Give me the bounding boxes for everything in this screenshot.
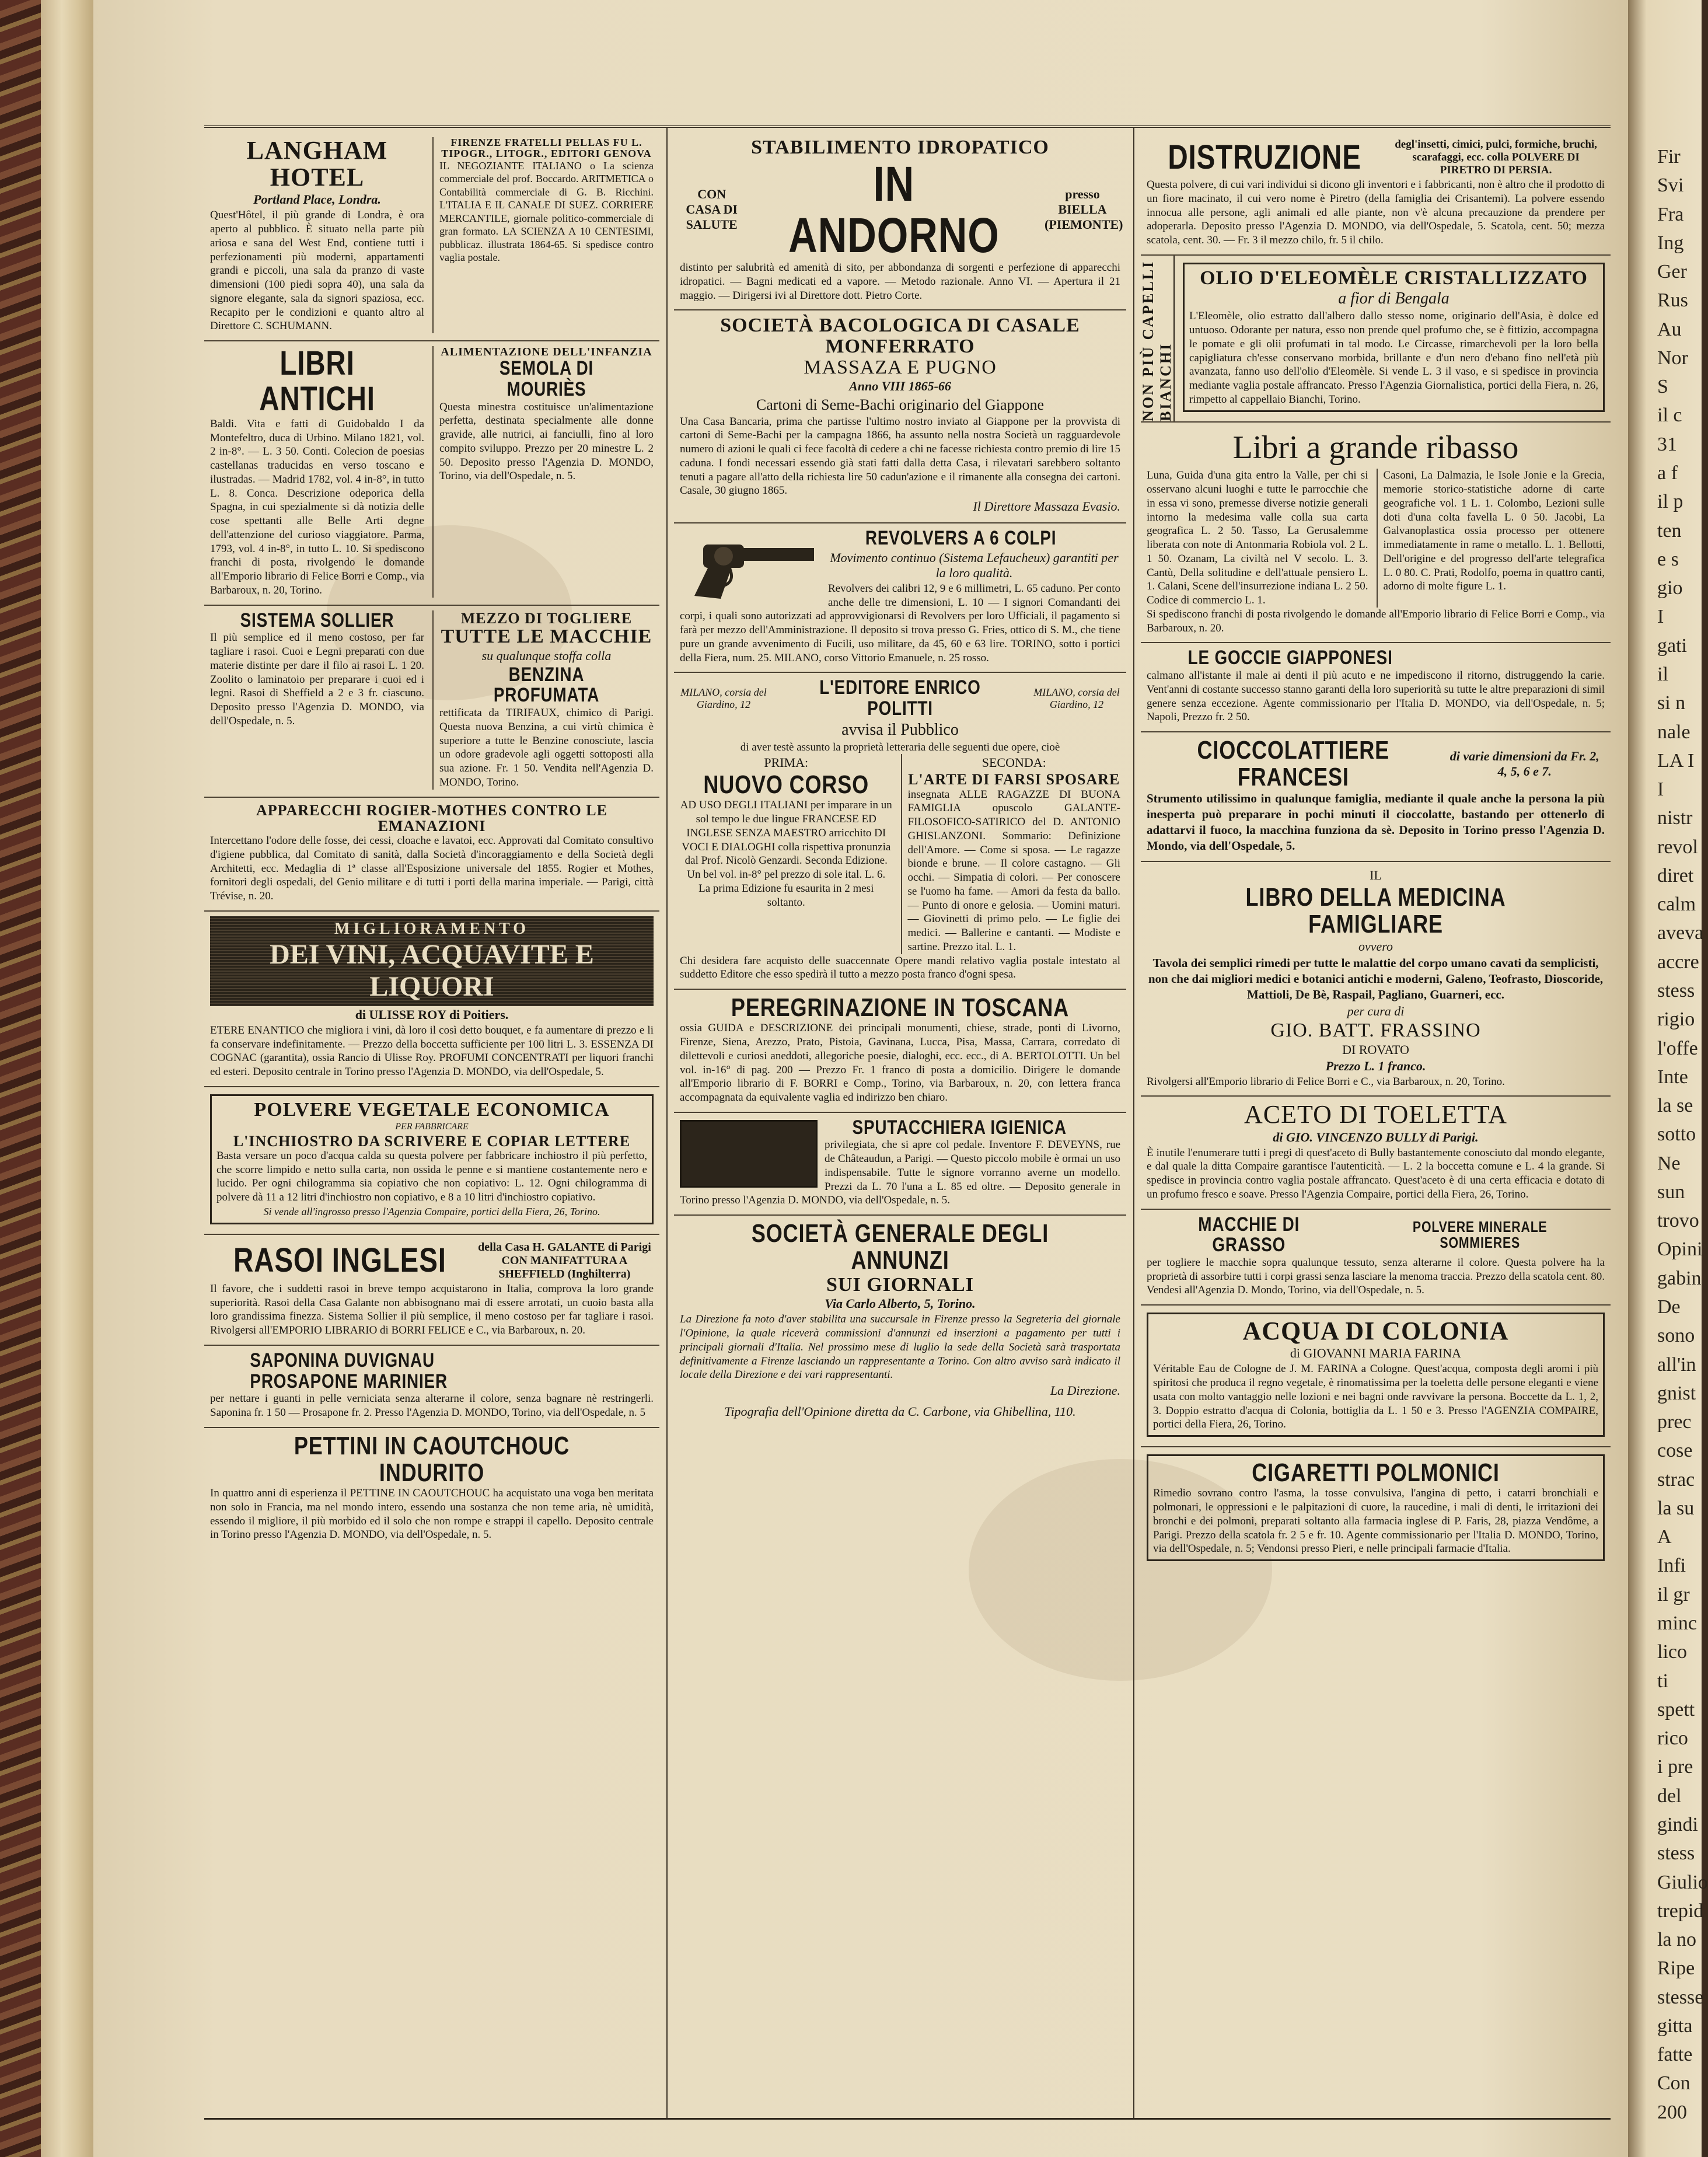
ad-title: POLVERE VEGETALE ECONOMICA [254, 1098, 610, 1121]
facing-page-fragment: Giulio [1657, 1872, 1708, 1893]
ad-libri-antichi [210, 346, 424, 598]
ad-title: SAPONINA DUVIGNAU [250, 1349, 435, 1371]
facing-page-fragment: Nor [1657, 347, 1688, 369]
ad-row-top [204, 132, 659, 341]
ad-subtitle: di varie dimensioni da Fr. 2, 4, 5, 6 e 7. [1449, 749, 1599, 779]
ad-body: Strumento utilissimo in qualunque famiglia, mediante il quale anche la persona la più inesperta può preparare in pochi minuti il cioccolatte, bastando per ottenerlo di adattarvi il fuoco, la macchina funziona da sè. Deposito in Torino presso l'Agenzia D. Mondo, via dell'Ospedale, 5. [1147, 791, 1605, 853]
facing-page-fragment: il c [1657, 404, 1682, 426]
ad-body: distinto per salubrità ed amenità di sito, per abbondanza di sorgenti e perfezione di apparecchi idropatici. — Bagni medicati ed a vapore. — Metodo razionale. Anno VI. — Apertura il 21 maggio. — Dirigersi ivi al Direttore dott. Pietro Corte. [680, 261, 1120, 302]
work-body: AD USO DEGLI ITALIANI per imparare in un sol tempo le due lingue FRANCESE ED INGLESE SENZA MAESTRO arricchito DI VOCI E DIALOGHI colla rispettiva pronunzia dal Prof. Nicolò Genzardi. Seconda Edizione. Un bel vol. in-8° pel prezzo di sole ital. L. 6. La prima Edizione fu esaurita in 2 mesi soltanto. [680, 799, 892, 909]
ad-subtitle: POLVERE MINERALE SOMMIERES [1413, 1217, 1548, 1252]
ad-macchie-grasso [1141, 1210, 1611, 1306]
column-right [1141, 132, 1611, 2113]
ad-title: LIBRO DELLA MEDICINA FAMIGLIARE [1245, 882, 1506, 939]
facing-page-fragment: rigio [1657, 1008, 1695, 1030]
facing-page-fragment: Con [1657, 2072, 1690, 2094]
facing-page-fragment: del [1657, 1785, 1682, 1807]
ad-heading: Cartoni di Seme-Bachi originario del Giappone [756, 396, 1045, 414]
ad-body: ossia GUIDA e DESCRIZIONE dei principali monumenti, chiese, strade, ponti di Livorno, Firenze, Siena, Arezzo, Prato, Pistoia, Gavinana, Lucca, Pisa, Massa, Carrara, corredato di dilettevoli e curiosi aneddoti, allegoriche poesie, dialoghi, ecc. ecc., di A. BERTOLOTTI. Un bel vol. in-16° di pag. 200 — Prezzo Fr. 1 franco di posta a domicilio. Dirigere le domande all'Emporio librario di F. BORRI e Comp., Torino, via Barbaroux, n. 20, con lettera franca accompagnata da equivalente vaglia ed indirizzo ben chiaro. [680, 1022, 1120, 1104]
column-left [204, 132, 659, 2113]
ad-subtitle: SEMOLA DI MOURIÈS [499, 357, 594, 400]
facing-page-fragment: si n [1657, 692, 1686, 714]
ad-olio-eleomele [1141, 256, 1611, 423]
ad-subtitle: Movimento continuo (Sistema Lefaucheux) garantiti per la loro qualità. [830, 550, 1119, 580]
ad-body: calmano all'istante il male ai denti il più acuto e ne impediscono il ritorno, distruggendo la carie. Vent'anni di costante successo stanno garanti della loro superiorità su tutte le altre preparazioni di simil genere senza eccezione. Agente commissionario per l'Italia D. MONDO, via dell'Ospedale, n. 5; Napoli, Prezzo fr. 2 50. [1147, 669, 1605, 724]
facing-page-fragment: stess [1657, 980, 1695, 1001]
ad-pellas-editors [432, 137, 654, 333]
ad-right-label: presso BIELLA (PIEMONTE) [1045, 186, 1123, 232]
ad-title: SPUTACCHIERA IGIENICA [852, 1116, 1067, 1139]
ad-author: GIO. BATT. FRASSINO [1270, 1019, 1481, 1041]
ad-two-works [680, 754, 1120, 954]
facing-page-fragment: l'offe [1657, 1038, 1698, 1059]
ad-price: Prezzo L. 1 franco. [1325, 1058, 1426, 1073]
ad-header [1147, 137, 1605, 178]
ad-cura: per cura di [1347, 1003, 1405, 1018]
ad-title: APPARECCHI ROGIER-MOTHES CONTRO LE EMANAZIONI [256, 801, 607, 835]
ad-acqua-colonia [1141, 1306, 1611, 1447]
ad-kicker: STABILIMENTO IDROPATICO [751, 137, 1049, 158]
facing-page-fragment: A [1657, 1526, 1672, 1548]
ad-product-name: BENZINA PROFUMATA [493, 663, 600, 707]
work-nuovo-corso [680, 754, 893, 954]
facing-page-fragment: la no [1657, 1929, 1697, 1950]
facing-page-fragment: il gr [1657, 1584, 1690, 1605]
ad-revolvers [674, 523, 1126, 673]
facing-page [1628, 0, 1708, 2157]
column-rule [1133, 128, 1134, 2118]
ad-subtitle: MASSAZA E PUGNO [804, 356, 997, 378]
facing-page-fragment: ti [1657, 1670, 1668, 1692]
ad-box [1147, 1313, 1605, 1437]
ad-kicker: IL [1370, 867, 1382, 882]
ad-body: Véritable Eau de Cologne de J. M. FARINA a Cologne. Quest'acqua, composta degli aromi i più spiritosi che produca il regno vegetale, è rinomatissima per la toeletta delle persone eleganti e viene usata con molto vantaggio nelle lozioni e nei bagni onde ravvivare la persona. Boccette da L. 1, 2, 3. Doppio estratto d'acqua di Colonia, bottiglia da L. 1 50 e 3. Presso l'AGENZIA COMPAIRE, portici della Fiera, 26, Torino. [1153, 1363, 1598, 1431]
ad-body: per togliere le macchie sopra qualunque tessuto, senza alterarne il colore. Questa polvere ha la proprietà di assorbire tutti i corpi grassi senza lasciare la menoma traccia. Prezzo della scatola cent. 80. Vendesi all'Agenzia D. Mondo, Torino, via dell'Ospedale, n. 5. [1147, 1256, 1605, 1297]
book-list-left: Luna, Guida d'una gita entro la Valle, per chi si osservano alcuni luoghi e tutte le parrocchie che in essa vi sono, premesse diverse notizie generali intorno la medesima valle colla sua carta geografica L. 2 50. Tasso, La Gerusalemme liberata con note di Antonmaria Robiola vol. 2 L. 1 50. Ozanam, La civiltà nel V secolo. L. 3. Cantù, Della solitudine e dell'attuale pensiero L. 1. Calani, Scene dell'insurrezione indiana L. 2 50. Codice di commercio L. 1. [1147, 469, 1368, 607]
facing-page-fragment: 31 [1657, 434, 1677, 455]
facing-page-fragment: il [1657, 664, 1668, 685]
ad-goccie-giapponesi [1141, 643, 1611, 732]
facing-page-fragment: gabin [1657, 1268, 1702, 1289]
ad-subtitle: Portland Place, Londra. [253, 192, 381, 207]
ad-body: In quattro anni di esperienza il PETTINE IN CAOUTCHOUC ha acquistato una voga ben meritata non solo in Francia, ma nel mondo intero, essendo una sostanza che non teme aria, nè umidità, essendo il migliore, il più morbido ed il solo che non rompe e strappi il capello. Deposito centrale in Torino presso l'Agenzia D. MONDO, via dell'Ospedale, n. 5. [210, 1487, 654, 1541]
ad-title: TUTTE LE MACCHIE [441, 625, 652, 647]
facing-page-fragment: spett [1657, 1699, 1695, 1720]
facing-page-fragment: gati [1657, 635, 1687, 657]
facing-page-fragment: I [1657, 606, 1664, 627]
ad-header [680, 156, 1123, 263]
facing-page-fragment: 200 [1657, 2102, 1687, 2123]
ad-title: REVOLVERS A 6 COLPI [865, 527, 1057, 550]
ad-body: IL NEGOZIANTE ITALIANO o La scienza commerciale del prof. Boccardo. ARITMETICA o Contabilità commerciale di G. B. Ricchini. L'ITALIA E IL CANALE DI SUEZ. CORRIERE MERCANTILE, giornale politico-commerciale di gran formato. LA SCIENZA A 10 CENTESIMI, pubblicaz. illustrata 1864-65. Si spedisce contro vaglia postale. [439, 159, 654, 264]
ad-body: Il favore, che i suddetti rasoi in breve tempo acquistarono in Italia, comprova la loro grande superiorità. Rasoi della Casa Galante non abbisognano mai di essere arrotati, un cuoio basta alla loro grandissima finezza. Sistema Sollier il più semplice, il meno costoso per far tagliare i rasoi. Rivolgersi all'EMPORIO LIBRARIO di BORRI FELICE e C., via Barbaroux, n. 20. [210, 1282, 654, 1337]
ad-title-2: PROSAPONE MARINIER [250, 1370, 448, 1392]
facing-page-fragment: Ripe [1657, 1957, 1695, 1979]
ad-byline: di GIOVANNI MARIA FARINA [1290, 1346, 1462, 1361]
ad-kicker: MEZZO DI TOGLIERE [460, 609, 633, 627]
ad-body: Intercettano l'odore delle fosse, dei cessi, cloache e lavatoi, ecc. Approvati dal Comitato consultivo d'igiene pubblica, dal Comitato di sanità, dalla Società d'incoraggiamento e della Società degli Architetti, ecc. Medaglia di 1ª classe all'Esposizione universale del 1855. Rogier et Mothes, fornitori degli ospedali, del Genio militare e di tutti i porti della marina imperiale. — Parigi, città Trévise, n. 20. [210, 835, 654, 903]
ad-footer: Si vende all'ingrosso presso l'Agenzia Compaire, portici della Fiera, 26, Torino. [263, 1205, 600, 1217]
facing-page-fragment: De [1657, 1296, 1681, 1318]
ad-title: DEI VINI, ACQUAVITE E LIQUORI [270, 938, 594, 1002]
ad-rogier-mothes [204, 798, 659, 912]
facing-page-fragment: all'in [1657, 1354, 1696, 1376]
ad-title: PETTINI IN CAOUTCHOUC INDURITO [294, 1431, 570, 1487]
facing-page-fragment: Ne [1657, 1153, 1681, 1174]
ad-title: MACCHIE DI GRASSO [1198, 1213, 1300, 1256]
facing-page-fragment: trepid [1657, 1900, 1704, 1922]
ad-title: OLIO D'ELEOMÈLE CRISTALLIZZATO [1200, 267, 1588, 289]
ad-title: ACETO DI TOELETTA [1244, 1100, 1507, 1129]
ad-subtitle: degl'insetti, cimici, pulci, formiche, bruchi, scarafaggi, ecc. colla POLVERE DI PIRETRO DI PERSIA. [1395, 138, 1597, 176]
facing-page-fragment: Fra [1657, 204, 1684, 225]
ad-header [1147, 1214, 1605, 1256]
ad-subtitle: L'INCHIOSTRO DA SCRIVERE E COPIAR LETTERE [233, 1132, 631, 1150]
facing-page-fragment: revol [1657, 836, 1698, 858]
facing-page-fragment: Rus [1657, 289, 1688, 311]
facing-page-fragment: Au [1657, 319, 1682, 340]
ad-header [210, 1240, 654, 1282]
ad-medicina-famigliare [1141, 862, 1611, 1097]
book-binding [0, 0, 41, 2157]
facing-page-fragment: Svi [1657, 174, 1684, 196]
ad-box [210, 1094, 654, 1224]
ad-societa-bacologica [674, 310, 1126, 523]
ad-kicker: PER FABBRICARE [395, 1121, 469, 1132]
ad-side-text: NON PIÙ CAPELLI BIANCHI [1140, 260, 1174, 421]
advertisement-sheet [204, 125, 1611, 2120]
ad-kicker: MIGLIORAMENTO [334, 919, 530, 938]
ad-title: SOCIETÀ BACOLOGICA DI CASALE MONFERRATO [720, 315, 1080, 357]
ad-body: Baldi. Vita e fatti di Guidobaldo I da Montefeltro, duca di Urbino. Milano 1821, vol. 2 in-8°. — L. 3 50. Conti. Colecion de poesias castellanas traducidas en verso toscano e ilustradas. — Madrid 1782, vol. 4 in-8°, in tutto L. 8. Conca. Descrizione odeporica della Spagna, in cui spezialmente si dà notizia delle cose spettanti alle Belle Arti degne dell'attenzione del curioso viaggiatore. Parma, 1793, vol. 4 in-8°, in tutto L. 10. Si spediscono franchi di posta, rivolgendo le domande all'Emporio librario di Felice Borri e Comp., via Barbaroux, n. 20, Torino. [210, 417, 424, 596]
ad-libri-ribasso [1141, 423, 1611, 644]
ad-title: FIRENZE FRATELLI PELLAS FU L. TIPOGR., LITOGR., EDITORI GENOVA [441, 137, 652, 159]
facing-page-fragment: LA I [1657, 750, 1695, 772]
ad-title: IN ANDORNO [788, 156, 1000, 263]
ad-title: SISTEMA SOLLIER [240, 609, 394, 631]
ad-address: Via Carlo Alberto, 5, Torino. [825, 1296, 976, 1311]
ad-body: Questa minestra costituisce un'alimentazione perfetta, destinata specialmente alle donne gravide, alle nutrici, ai fanciulli, fino al loro compito sviluppo. Prezzo per 20 minestre L. 2 50. Deposito presso l'Agenzia D. MONDO, Torino, via dell'Ospedale, n. 5. [439, 400, 654, 483]
ad-body: Questa polvere, di cui vari individui si dicono gli inventori e i fabbricanti, non è altro che il prodotto di un fiore macinato, il cui vero nome è Piretro (della famiglia dei Crisantemi). La polvere essendo innocua alle persone, agli animali ed alle piante, non v'è alcuna precauzione da prendere per adoperarla. Deposito presso l'Agenzia D. MONDO, via dell'Ospedale, 5. Scatola, cent. 50; mezza scatola, cent. 30. — Fr. 3 il mezzo chilo, fr. 5 il chilo. [1147, 179, 1605, 246]
ad-sistema-sollier [210, 610, 424, 790]
facing-page-fragment: la su [1657, 1498, 1695, 1519]
facing-page-fragment: gio [1657, 577, 1683, 599]
ad-aceto-toeletta [1141, 1097, 1611, 1209]
facing-page-fragment: stesse [1657, 1987, 1704, 2008]
ad-body: L'Eleomèle, olio estratto dall'albero dallo stesso nome, originario dell'Asia, è dolce ed untuoso. Odorante per natura, esso non prende quel profumo che, se è fittizio, accompagna le pomate e gli olii profumati in tal modo. Le Circasse, rimarchevoli per la loro bella capigliatura ch'esse conservano morbida, brillante e d'un nero d'ebano fino nell'età più avanzata, fanno uso dell'olio d'Eleomèle. Si vende L. 3 il vaso, e si spedisce in provincia mediante vaglia postale affrancato. Presso l'Agenzia Giornalistica, portici della Fiera, n. 26, rimpetto al cappellaio Bianchi, Torino. [1189, 310, 1598, 406]
page-edges [41, 0, 95, 2157]
facing-page-fragment: nistr [1657, 807, 1693, 829]
ad-body: Tavola dei semplici rimedi per tutte le malattie del corpo umano cavati da semplicisti, non che dai migliori medici e botanici antichi e moderni, Galeno, Teofrasto, Dioscoride, Mattioli, De Bè, Raspail, Pagliano, Guarneri, ecc. [1148, 956, 1604, 1002]
ad-subtitle: su qualunque stoffa colla [481, 648, 612, 663]
facing-page-fragment: rico [1657, 1727, 1688, 1749]
facing-page-fragment: diret [1657, 865, 1694, 886]
ad-footer: Si spediscono franchi di posta rivolgendo le domande all'Emporio librario di Felice Borri e Comp., via Barbaroux, n. 20. [1147, 608, 1605, 634]
ad-footer: Chi desidera fare acquisto delle suaccennate Opere mandi relativo vaglia postale intestato al suddetto Editore che esso spedirà il tutto a mezzo posta franco d'ogni spesa. [680, 954, 1120, 981]
ad-body: per nettare i guanti in pelle verniciata senza alterarne il colore, senza bagnare nè restringerli. Saponina fr. 1 50 — Prosapone fr. 2. Presso l'Agenzia D. MONDO, Torino, via dell'Ospedale, n. 5 [210, 1392, 654, 1419]
facing-page-fragment: I [1657, 779, 1664, 800]
ad-vini-roy [204, 912, 659, 1087]
facing-page-fragment: gitta [1657, 2015, 1693, 2037]
facing-page-fragment: Inte [1657, 1066, 1688, 1088]
facing-page-fragment: aveva [1657, 922, 1704, 944]
facing-page-fragment: Opini [1657, 1238, 1703, 1260]
ad-title: CIOCCOLATTIERE FRANCESI [1197, 736, 1390, 792]
facing-page-fragment: gindi [1657, 1814, 1698, 1835]
ad-title: LANGHAM HOTEL [246, 136, 388, 192]
ad-semola-mouries [432, 346, 654, 598]
ad-body: privilegiata, che si apre col pedale. Inventore F. DEVEYNS, rue de Châteaudun, a Parigi. — Questo piccolo mobile è ormai un uso indispensabile. Tutte le signore vorranno averne un modello. Prezzi da L. 70 l'una a L. 85 ed oltre. — Deposito generale in Torino presso l'Agenzia D. MONDO, via dell'Ospedale, n. 5. [680, 1139, 1120, 1207]
ad-footer: Rivolgersi all'Emporio librario di Felice Borri e C., via Barbaroux, n. 20, Torino. [1147, 1075, 1505, 1088]
ad-title: CIGARETTI POLMONICI [1252, 1458, 1500, 1488]
ad-signature: Il Direttore Massaza Evasio. [973, 499, 1120, 514]
facing-page-fragment: S [1657, 376, 1668, 397]
ad-place: DI ROVATO [1342, 1042, 1409, 1057]
column-rule [666, 128, 668, 2118]
printer-imprint: Tipografia dell'Opinione diretta da C. Carbone, via Ghibellina, 110. [724, 1404, 1076, 1419]
ad-peregrinazione-toscana [674, 990, 1126, 1113]
facing-page-fragment: Infi [1657, 1555, 1686, 1576]
ad-body: È inutile l'enumerare tutti i pregi di quest'aceto di Bully bastantemente conosciuto dal mondo elegante, e dal quale la ditta Compaire garantisce l'autenticità. — L. 2 la boccetta comune e L. 4 la grande. Si spedisce in provincia contro vaglia postale affrancato. Quest'aceto è di una certa efficacia e dotato di un profumo fresco e soave. Presso l'Agenzia Compaire, portici della Fiera, 26, Torino. [1147, 1146, 1605, 1200]
ad-body: La Direzione fa noto d'aver stabilita una succursale in Firenze presso la Segreteria del giornale l'Opinione, la quale riceverà commissioni d'annunzi ed inserzioni a pagamento per tutti i principali giornali d'Italia. Nel prossimo mese di luglio la sede della Società sarà trasportata definitivamente a Firenze lasciando un rappresentante a Torino. Con altro avviso sarà indicato il locale della Direzione e dei vari rappresentanti. [680, 1313, 1120, 1381]
ad-body: Rimedio sovrano contro l'asma, la tosse convulsiva, l'angina di petto, i catarri bronchiali e polmonari, le oppressioni e le palpitazioni di cuore, la raucedine, i mali di denti, le irritazioni dei bronchi e dei polmoni, preparati soltanto alla farmacia inglese di P. Faris, 28, piazza Vendôme, a Parigi. Prezzo della scatola fr. 2 5 e fr. 10. Agente commissionario per l'Italia D. MONDO, Torino, via dell'Ospedale, n. 5; Vendonsi presso Pieri, e nelle principali farmacie d'Italia. [1153, 1487, 1598, 1555]
facing-page-fragment: calm [1657, 893, 1696, 915]
facing-page-fragment: fatte [1657, 2044, 1693, 2065]
facing-page-fragment: strac [1657, 1469, 1695, 1491]
ad-cioccolattiere [1141, 732, 1611, 862]
ad-title: PEREGRINAZIONE IN TOSCANA [731, 993, 1070, 1022]
ad-saponina [204, 1346, 659, 1428]
facing-page-fragment: Fir [1657, 146, 1681, 167]
ad-body: ETERE ENANTICO che migliora i vini, dà loro il così detto bouquet, e fa aumentare di prezzo e li fa conservare indefinitamente. — Prezzo della boccetta sufficiente per 100 litri L. 3. ESSENZA DI COGNAC (garantita), ossia Rancio di Ulisse Roy. PROFUMI CONCENTRATI per liquori franchi ed esteri. Deposito centrale in Torino presso l'Agenzia D. MONDO, via dell'Ospedale, 5. [210, 1024, 654, 1078]
ad-idropatico-andorno [674, 132, 1126, 310]
ad-city-left: MILANO, corsia del Giardino, 12 [680, 686, 767, 711]
ad-cigaretti-polmonici [1141, 1447, 1611, 1570]
ad-body: Quest'Hôtel, il più grande di Londra, è ora aperto al pubblico. È situato nella parte più ariosa e sana del West End, contiene tutti i perfezionamenti più moderni, appartamenti grandi e piccoli, una sala da pranzo di vaste dimensioni (100 piedi sopra 40), una sala da signore elegante, sala da signori spaziosa, ecc. Recapito per le condizioni e quanto altro al Direttore C. SCHUMANN. [210, 209, 424, 333]
ad-intro: di aver testè assunto la proprietà letteraria delle seguenti due opere, cioè [740, 741, 1060, 753]
ad-title: L'EDITORE ENRICO POLITTI [819, 676, 981, 720]
facing-page-fragment: il p [1657, 491, 1683, 512]
ad-body: Il più semplice ed il meno costoso, per far tagliare i rasoi. Cuoi e Legni preparati con due materie distinte per dare il filo ai rasoi L. 1 20. Zoolito o laminatoio per preparare i cuoi ed i legni. Rasoi di Sheffield a 2 e 3 fr. ciascuno. Deposito presso l'Agenzia D. MONDO, via dell'Ospedale, n. 5. [210, 631, 424, 727]
facing-page-fragment: stess [1657, 1842, 1695, 1864]
facing-page-fragment: Ger [1657, 261, 1687, 282]
ad-societa-annunzi [674, 1216, 1126, 1426]
work-label: PRIMA: [764, 755, 809, 770]
work-arte-sposare [901, 754, 1121, 954]
ad-ovvero: ovvero [1358, 939, 1393, 954]
facing-page-fragment: sono [1657, 1325, 1695, 1346]
facing-page-fragment: trovo [1657, 1210, 1699, 1231]
ad-row-third [204, 606, 659, 798]
ad-year: Anno VIII 1865-66 [849, 379, 951, 394]
ad-subtitle: a fior di Bengala [1338, 289, 1449, 308]
ad-benzina [432, 610, 654, 790]
work-title: L'ARTE DI FARSI SPOSARE [908, 771, 1120, 788]
ad-book-lists [1147, 469, 1605, 608]
facing-page-fragment: sun [1657, 1181, 1685, 1203]
work-body: insegnata ALLE RAGAZZE DI BUONA FAMIGLIA opuscolo GALANTE-FILOSOFICO-SATIRICO del D. ANTONIO GHISLANZONI. Sommario: Definizione dell'Amore. — Come si sposa. — Le ragazze bionde e brune. — Il colore castagno. — Gli occhi. — Simpatia di colori. — Per conoscere se l'uomo ha fame. — Amori da festa da ballo. — Punto di onore e gelosia. — Uomini maturi. — Giovinetti di primo pelo. — Le figlie dei medici. — Ballerine e cantanti. — Modiste e sartine. Prezzo ital. L. 1. [907, 788, 1120, 953]
ad-body: Una Casa Bancaria, prima che partisse l'ultimo nostro inviato al Giappone per la provvista di cartoni di Seme-Bachi per la campagna 1866, ha assunto nella nostra Società un ragguardevole numero di azioni le quali ci fece facoltà di cedere a chi ne facesse richiesta contro premio di lire 15 caduna. I fondi necessari essendo già stati fatti dalla detta Casa, i rilevatari sarebbero soltanto tenuti a pagare all'atto della richiesta lire 50 cadun'azione e il rimanente alla consegna dei cartoni. Casale, 30 giugno 1865. [680, 415, 1120, 497]
ad-title: DISTRUZIONE [1168, 138, 1361, 176]
ad-distruzione-insetti [1141, 132, 1611, 256]
ad-title: ALIMENTAZIONE DELL'INFANZIA [441, 345, 652, 359]
facing-page-fragment: Ing [1657, 232, 1684, 254]
facing-page-fragment: nale [1657, 721, 1690, 743]
ad-title: LE GOCCIE GIAPPONESI [1187, 647, 1393, 669]
ad-city-right: MILANO, corsia del Giardino, 12 [1033, 686, 1120, 711]
ad-banner [210, 916, 654, 1006]
ad-title: Libri a grande ribasso [1232, 429, 1519, 466]
column-middle [674, 132, 1126, 2113]
facing-page-fragment: gnist [1657, 1383, 1696, 1404]
facing-page-fragment: cose [1657, 1440, 1693, 1461]
ad-editore-politti [674, 673, 1126, 990]
facing-page-fragment: e s [1657, 549, 1679, 570]
ad-sputacchiera [674, 1113, 1126, 1216]
ad-box [1183, 263, 1605, 412]
ad-pettini-caoutchouc [204, 1428, 659, 1549]
ad-byline: di GIO. VINCENZO BULLY di Parigi. [1273, 1129, 1479, 1144]
ad-side-banner [1141, 256, 1175, 421]
work-label: SECONDA: [982, 755, 1046, 770]
ad-left-label: CON CASA DI SALUTE [686, 186, 738, 232]
book-list-right: Casoni, La Dalmazia, le Isole Jonie e la Grecia, memorie storico-statistiche adorne di carte geografiche vol. 1 L. 1. Colombo, Lezioni sulle doti d'una colta favella L. 0 50. Jacobi, La Galvanoplastica ossia processo per ottenere immediatamente in rame o metallo. L. 1. Bellotti, Dell'origine e del progresso dell'arte telegrafica L. 0 80. C. Prati, Rodolfo, poema in quattro canti, adorno di molte figure L. 1. [1377, 469, 1605, 608]
ad-body: Basta versare un poco d'acqua calda su questa polvere per fabbricare inchiostro il più perfetto, che scorre limpido e netto sulla carta, non ossida le penne e si mantiene costantemente nero e lucido. Per ogni chilogramma sia copiativo che non copiativo: L. 12. Ogni chilogramma di polvere dà 11 a 12 litri d'inchiostro non copiativo, e 8 a 10 litri d'inchiostro copiativo. [216, 1149, 647, 1204]
facing-page-fragment: sotto [1657, 1123, 1696, 1145]
ad-langham-hotel [210, 137, 424, 333]
facing-page-fragment: i pre [1657, 1756, 1693, 1778]
ad-subtitle: della Casa H. GALANTE di Parigi CON MANIFATTURA A SHEFFIELD (Inghilterra) [478, 1240, 651, 1280]
facing-page-fragment: ten [1657, 520, 1682, 542]
ad-polvere-vegetale [204, 1087, 659, 1235]
facing-page-fragment: minc [1657, 1612, 1697, 1634]
ad-header [1147, 737, 1605, 791]
ad-title: LIBRI ANTICHI [259, 344, 375, 418]
ad-avvisa: avvisa il Pubblico [841, 720, 959, 739]
work-title: NUOVO CORSO [703, 770, 869, 800]
ad-byline: di ULISSE ROY di Poitiers. [355, 1007, 509, 1022]
ad-subtitle: SUI GIORNALI [826, 1273, 974, 1296]
ad-title: ACQUA DI COLONIA [1242, 1317, 1509, 1346]
ad-header [680, 678, 1120, 719]
ad-title: SOCIETÀ GENERALE DEGLI ANNUNZI [751, 1219, 1049, 1275]
ad-row-second [204, 341, 659, 606]
ad-signature: La Direzione. [1050, 1383, 1120, 1398]
ad-box [1147, 1454, 1605, 1561]
ad-body: Revolvers dei calibri 12, 9 e 6 millimetri, L. 65 caduno. Per conto anche delle tre dimensioni, L. 10 — I signori Comandanti dei corpi, i quali sono autorizzati ad approvvigionarsi di Revolvers per loro Ufficiali, il pagamento si farà per mezzo dell'Amministrazione. Il deposito si trova presso G. Fries, ottico di S. M., che tiene pure un grande avvenimento di Fucili, uso militare, da 45, 60 e 63 lire. TORINO, sotto i portici della Fiera, num. 25. MILANO, corso Vittorio Emanuele, n. 25 rosso. [680, 582, 1120, 664]
ad-body: rettificata da TIRIFAUX, chimico di Parigi. Questa nuova Benzina, a cui virtù chimica è superiore a tutte le Benzine conosciute, lascia un odore gradevole agli oggetti sottoposti alla sua azione. Fr. 1 50. Vendita nell'Agenzia D. MONDO, Torino. [439, 707, 654, 788]
facing-page-fragment: prec [1657, 1411, 1692, 1433]
facing-page-fragment: a f [1657, 462, 1678, 484]
facing-page-fragment: lico [1657, 1641, 1687, 1663]
ad-title: RASOI INGLESI [233, 1241, 446, 1279]
ad-rasoi-inglesi [204, 1235, 659, 1346]
facing-page-fragment: accre [1657, 951, 1699, 973]
facing-page-fragment: la se [1657, 1095, 1693, 1116]
